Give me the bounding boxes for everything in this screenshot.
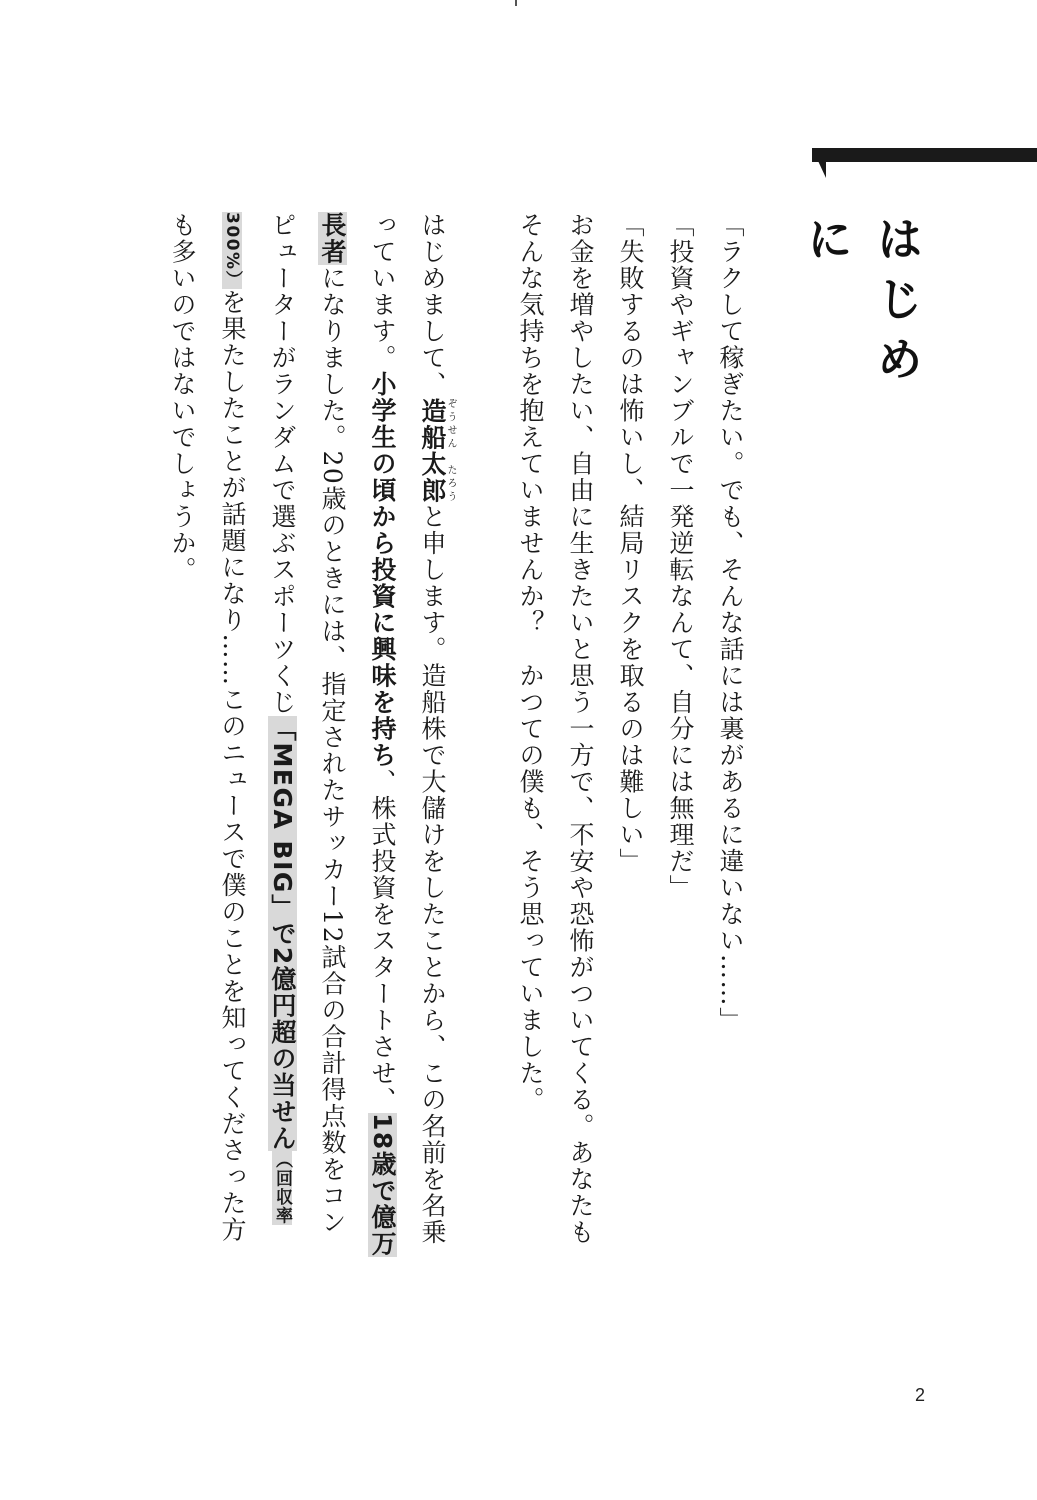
- text-run: 、株式投資をスタートさせ、: [368, 768, 397, 1113]
- text-run: を果たしたことが話題になり……このニュースで僕のことを知ってくださった方も多いのではないでしょうか。: [168, 212, 247, 1244]
- text-run: はじめまして、: [418, 212, 447, 398]
- text-run: になりました。20歳のときには、指定されたサッカー12試合の合計得点数をコンピューターがランダムで選ぶスポーツくじ: [268, 212, 347, 1236]
- author-name-ruby-tarou: たろう: [445, 464, 456, 504]
- author-name: [418, 397, 456, 504]
- emphasis-megabig: 「MEGA BIG」で2億円超の当せん: [268, 715, 297, 1151]
- emphasis-millionaire: 18歳で億万長者: [318, 212, 397, 1257]
- crop-mark: [515, 0, 517, 6]
- author-name-ruby-zousen: ぞうせん: [445, 397, 456, 452]
- paragraph: 「投資やギャンブルで一発逆転なんて、自分には無理だ」: [666, 212, 695, 901]
- heading-rule: [812, 148, 1037, 162]
- paragraph: 「失敗するのは怖いし、結局リスクを取るのは難しい」: [616, 212, 645, 875]
- emphasis-investing: 小学生の頃から投資に興味を持ち: [368, 371, 397, 769]
- paragraph-introduction: [157, 212, 457, 1262]
- chapter-title: はじめに: [800, 215, 924, 395]
- author-name-base: 造船太郎: [418, 397, 447, 504]
- page-number: 2: [914, 1385, 925, 1405]
- paragraph: 「ラクして稼ぎたい。でも、そんな話には裏があるに違いない……」: [716, 212, 745, 1034]
- body-text: [170, 212, 755, 1262]
- text-run: と申します。造船株で大儲けをしたことから、この名前を名乗っています。: [368, 212, 447, 1246]
- return-rate-note: （回収率300%）: [222, 212, 292, 1225]
- paragraph: お金を増やしたい、自由に生きたいと思う一方で、不安や恐怖がついてくる。あなたもそんな気持ちを抱えていませんか？ かつての僕も、そう思っていました。: [516, 212, 595, 1246]
